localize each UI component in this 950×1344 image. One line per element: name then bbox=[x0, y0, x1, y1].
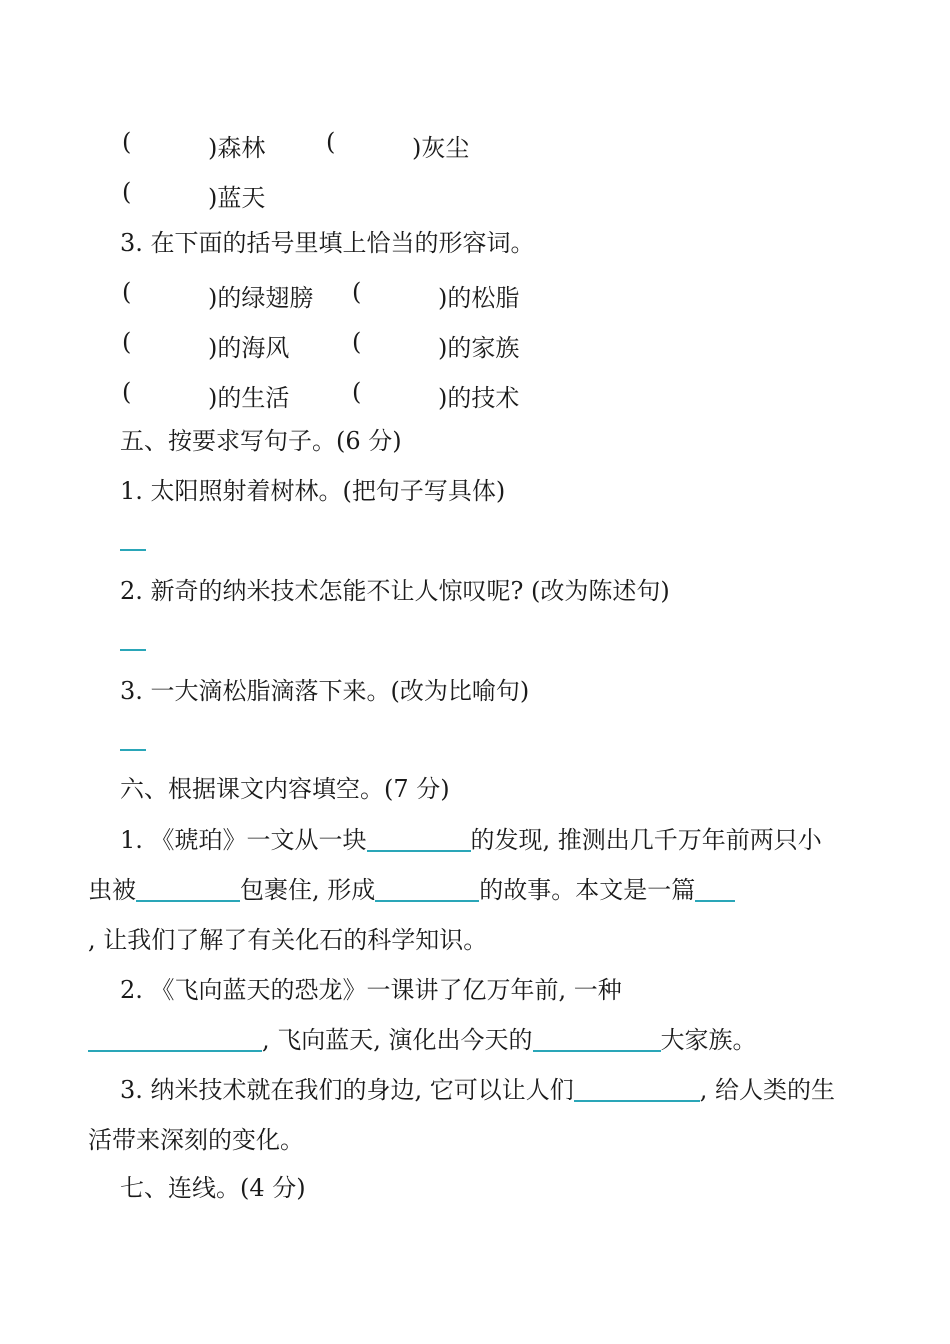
fill-blank[interactable] bbox=[136, 876, 240, 902]
answer-line[interactable] bbox=[120, 649, 146, 651]
section-6-title: 六、根据课文内容填空。(7 分) bbox=[120, 775, 450, 803]
sec5-item-2: 2. 新奇的纳米技术怎能不让人惊叹呢? (改为陈述句) bbox=[120, 577, 670, 605]
text: 包裹住, 形成 bbox=[240, 876, 376, 904]
sec6-q3-line-2: 活带来深刻的变化。 bbox=[88, 1126, 304, 1154]
phrase-sea-wind: )的海风 bbox=[208, 334, 290, 362]
phrase-resin: )的松脂 bbox=[438, 284, 520, 312]
sec6-q1-line-2 bbox=[88, 875, 735, 905]
paren-open: ( bbox=[122, 128, 132, 156]
fill-blank[interactable] bbox=[375, 876, 479, 902]
text: , 给人类的生 bbox=[699, 1076, 836, 1104]
text: 虫被 bbox=[88, 876, 136, 904]
text: 大家族。 bbox=[660, 1026, 757, 1054]
sec6-q2-line-2 bbox=[88, 1025, 757, 1055]
paren-open: ( bbox=[122, 328, 132, 356]
phrase-family: )的家族 bbox=[438, 334, 520, 362]
word-dust: )灰尘 bbox=[412, 134, 470, 162]
section-5-title: 五、按要求写句子。(6 分) bbox=[120, 427, 402, 455]
sec6-q3-line-1 bbox=[120, 1075, 835, 1105]
text: , 飞向蓝天, 演化出今天的 bbox=[262, 1026, 533, 1054]
answer-line[interactable] bbox=[120, 749, 146, 751]
sec6-q1-line-1 bbox=[120, 825, 822, 855]
fill-blank[interactable] bbox=[533, 1026, 661, 1052]
word-sky: )蓝天 bbox=[208, 184, 266, 212]
answer-line[interactable] bbox=[120, 549, 146, 551]
sec5-item-1: 1. 太阳照射着树林。(把句子写具体) bbox=[120, 477, 506, 505]
word-forest: )森林 bbox=[208, 134, 266, 162]
sec5-item-3: 3. 一大滴松脂滴落下来。(改为比喻句) bbox=[120, 677, 530, 705]
paren-open: ( bbox=[352, 278, 362, 306]
fill-blank[interactable] bbox=[367, 826, 471, 852]
phrase-technology: )的技术 bbox=[438, 384, 520, 412]
sec6-q2-line-1: 2. 《飞向蓝天的恐龙》一课讲了亿万年前, 一种 bbox=[120, 976, 622, 1004]
sec6-q1-line-3: , 让我们了解了有关化石的科学知识。 bbox=[88, 926, 488, 954]
fill-blank[interactable] bbox=[695, 876, 735, 902]
paren-open: ( bbox=[352, 328, 362, 356]
phrase-green-wings: )的绿翅膀 bbox=[208, 284, 314, 312]
paren-open: ( bbox=[326, 128, 336, 156]
text: 3. 纳米技术就在我们的身边, 它可以让人们 bbox=[120, 1076, 574, 1104]
text: 的故事。本文是一篇 bbox=[479, 876, 696, 904]
text: 的发现, 推测出几千万年前两只小 bbox=[470, 826, 822, 854]
text: 1. 《琥珀》一文从一块 bbox=[120, 826, 367, 854]
paren-open: ( bbox=[122, 378, 132, 406]
paren-open: ( bbox=[122, 178, 132, 206]
q3-title: 3. 在下面的括号里填上恰当的形容词。 bbox=[120, 229, 535, 257]
section-7-title: 七、连线。(4 分) bbox=[120, 1174, 306, 1202]
phrase-life: )的生活 bbox=[208, 384, 290, 412]
fill-blank[interactable] bbox=[88, 1026, 262, 1052]
paren-open: ( bbox=[352, 378, 362, 406]
paren-open: ( bbox=[122, 278, 132, 306]
fill-blank[interactable] bbox=[574, 1076, 700, 1102]
